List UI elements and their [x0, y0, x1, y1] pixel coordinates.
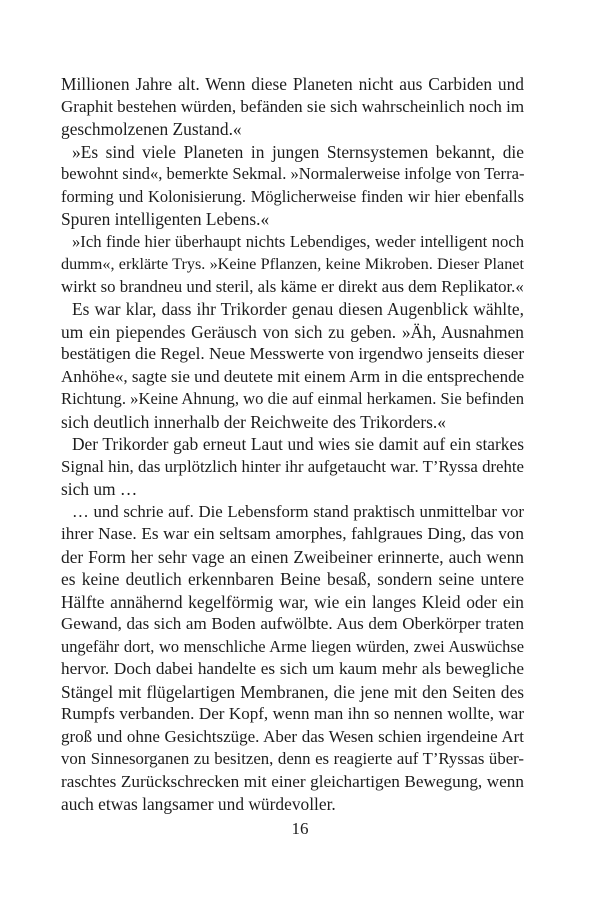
page-number: 16	[291, 819, 309, 838]
text-line: von Sinnesorganen zu besitzen, denn es reagierte auf T’Ryssas über-	[61, 749, 524, 768]
text-line: ungefähr dort, wo menschliche Arme liegen würden, zwei Auswüchse	[61, 636, 524, 656]
text-line: Rumpfs verbanden. Der Kopf, wenn man ihn so nennen wollte, war	[61, 704, 524, 723]
text-line: Richtung. »Keine Ahnung, wo die auf einmal herkamen. Sie befinden	[61, 389, 524, 408]
text-line: Spuren intelligenten Lebens.«	[61, 209, 270, 229]
text-line: sich um …	[61, 479, 138, 499]
text-line: hervor. Doch dabei handelte es sich um kaum mehr als bewegliche	[61, 659, 524, 678]
text-line: ihrer Nase. Es war ein seltsam amorphes, fahlgraues Ding, das von	[61, 524, 524, 543]
text-line: es keine deutlich erkennbaren Beine besaß, sondern seine untere	[61, 569, 524, 589]
text-line: … und schrie auf. Die Lebensform stand praktisch unmittelbar vor	[72, 501, 524, 521]
text-line: Millionen Jahre alt. Wenn diese Planeten nicht aus Carbiden und	[61, 74, 524, 94]
text-line: Hälfte annähernd kegelförmig war, wie ein langes Kleid oder ein	[61, 591, 524, 612]
text-line: der Form her sehr vage an einen Zweibeiner erinnerte, auch wenn	[61, 546, 524, 567]
text-line: Gewand, das sich am Boden aufwölbte. Aus dem Oberkörper traten	[61, 614, 524, 633]
text-line: sich deutlich innerhalb der Reichweite des Trikorders.«	[61, 411, 446, 432]
text-line: groß und ohne Gesichtszüge. Aber das Wesen schien irgendeine Art	[61, 726, 524, 746]
text-line: »Es sind viele Planeten in jungen Sternsystemen bekannt, die	[72, 141, 524, 162]
text-line: geschmolzenen Zustand.«	[61, 119, 242, 139]
body-text	[61, 73, 524, 816]
text-line: Anhöhe«, sagte sie und deutete mit einem Arm in die entsprechende	[61, 366, 525, 386]
text-line: Stängel mit flügelartigen Membranen, die jene mit den Seiten des	[61, 681, 524, 702]
text-line: »Ich finde hier überhaupt nichts Lebendiges, weder intelligent noch	[72, 231, 524, 251]
text-line: raschtes Zurückschrecken mit einer gleichartigen Bewegung, wenn	[61, 771, 524, 791]
text-line: bestätigen die Regel. Neue Messwerte von irgendwo jenseits dieser	[61, 344, 525, 363]
text-line: bewohnt sind«, bemerkte Sekmal. »Normalerweise infolge von Terra-	[61, 164, 525, 183]
text-line: Graphit bestehen würden, befänden sie sich wahrscheinlich noch im	[61, 96, 525, 116]
text-line: auch etwas langsamer und würdevoller.	[61, 794, 336, 814]
text-line: Es war klar, dass ihr Trikorder genau diesen Augenblick wählte,	[72, 299, 524, 319]
text-line: um ein piependes Geräusch von sich zu geben. »Äh, Ausnahmen	[61, 321, 524, 342]
text-line: Der Trikorder gab erneut Laut und wies sie damit auf ein starkes	[72, 434, 524, 454]
text-line: dumm«, erklärte Trys. »Keine Pflanzen, keine Mikroben. Dieser Planet	[61, 255, 524, 273]
text-line: forming und Kolonisierung. Möglicherweise finden wir hier ebenfalls	[61, 186, 524, 206]
text-line: wirkt so brandneu und steril, als käme er direkt aus dem Replikator.«	[61, 276, 524, 296]
text-line: Signal hin, das urplötzlich hinter ihr aufgetaucht war. T’Ryssa drehte	[61, 456, 524, 476]
